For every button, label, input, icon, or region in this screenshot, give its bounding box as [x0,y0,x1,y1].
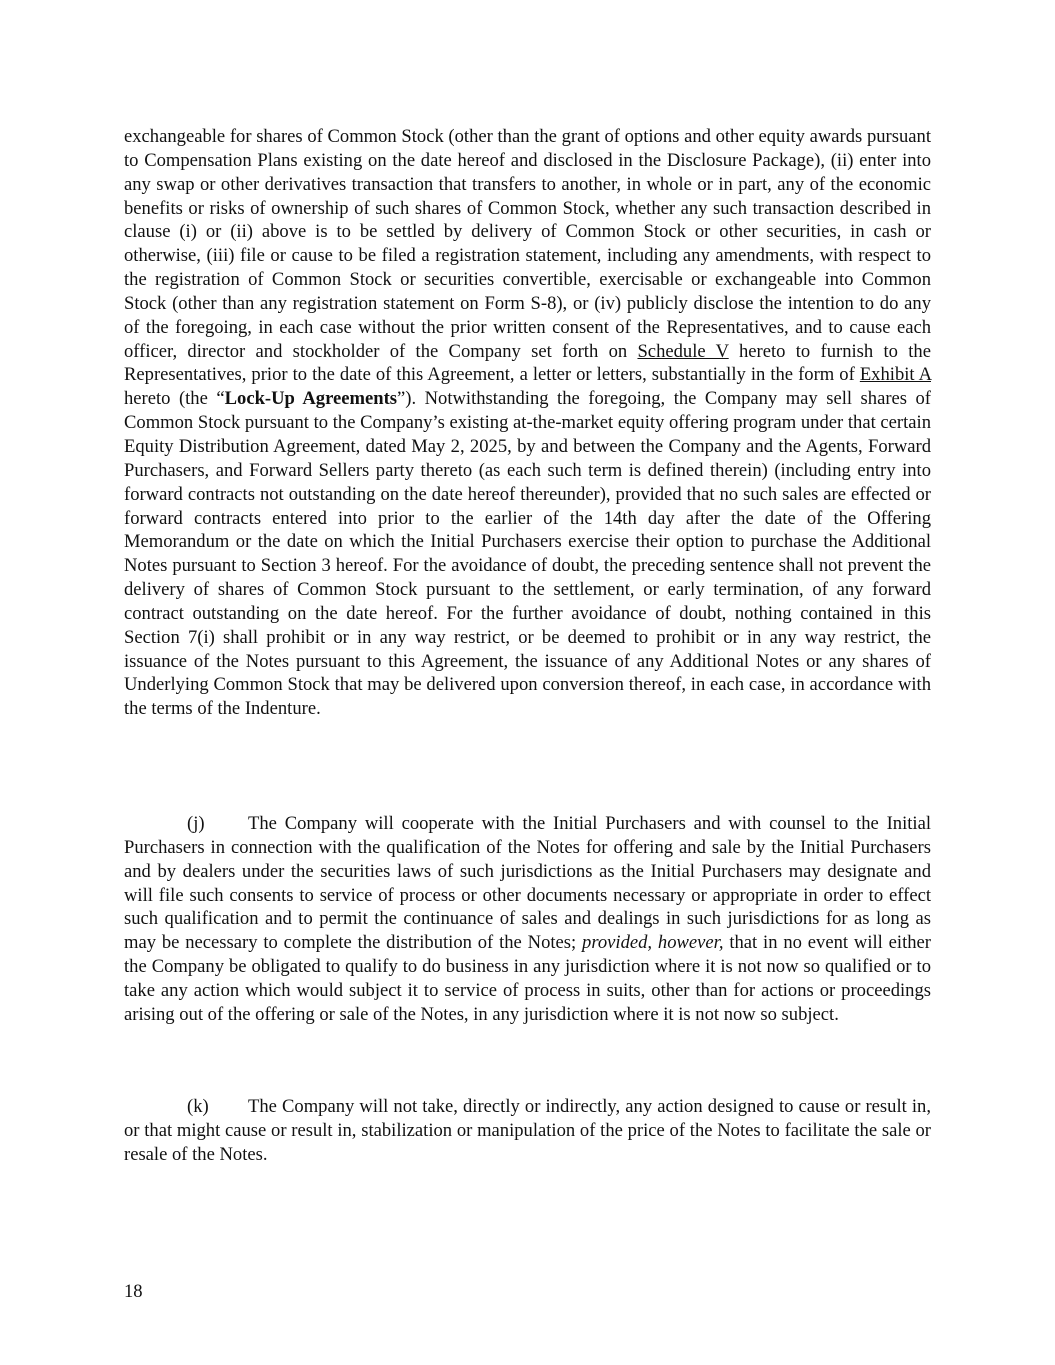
section-k-text: The Company will not take, directly or indirectly, any action designed to cause or result in, or that might cause or result in, stabilization or manipulation of the price of the Notes to facilitate the sale or resale of the Notes. [124,1096,931,1165]
section-i-text-part-4: ”). Notwithstanding the foregoing, the Company may sell shares of Common Stock pursuant to the Company’s existing at-the-market equity offering program under that certain Equity Distribution Agreement, dated May 2, 2025, by and between the Company and the Agents, Forward Purchasers, and Forward Sellers party thereto (as each such term is defined therein) (including entry into forward contracts not outstanding on the date hereof thereunder), provided that no such sales are effected or forward contracts entered into prior to the earlier of the 14th day after the date of the Offering Memorandum or the date on which the Initial Purchasers exercise their option to purchase the Additional Notes pursuant to Section 3 hereof. For the avoidance of doubt, the preceding sentence shall not prevent the delivery of shares of Common Stock pursuant to the settlement, or early termination, of any forward contract outstanding on the date hereof. For the further avoidance of doubt, nothing contained in this Section 7(i) shall prohibit or in any way restrict, or be deemed to prohibit or in any way restrict, the issuance of the Notes pursuant to this Agreement, the issuance of any Additional Notes or any shares of Underlying Common Stock that may be delivered upon conversion thereof, in each case, in accordance with the terms of the Indenture. [124,388,931,720]
section-j-text-part-2: that in no event will either the Company be obligated to qualify to do business in any jurisdiction where it is not now so qualified or to take any action which would subject it to service of process in suits, other than for actions or proceedings arising out of the offering or sale of the Notes, in any jurisdiction where it is not now so subject. [124,932,931,1025]
section-i-text-part-2: hereto to furnish to the Representatives, prior to the date of this Agreement, a letter or letters, substantially in the form of [124,340,931,386]
section-j-paragraph [124,812,931,1027]
section-k-label: (k) [187,1096,209,1117]
section-i-continuation-paragraph [124,125,931,721]
section-k-paragraph [124,1095,931,1167]
section-j-proviso: provided, however, [582,932,724,954]
lock-up-agreements-defined-term: Lock-Up Agreements [224,388,398,410]
section-i-text-part-3: hereto (the “ [124,388,225,410]
section-j-text-part-1: The Company will cooperate with the Initial Purchasers and with counsel to the Initial Purchasers in connection with the qualification of the Notes for offering and sale by the Initial Purchasers and by dealers under the securities laws of such jurisdictions as the Initial Purchasers may designate and will file such consents to service of process or other documents necessary or appropriate in order to effect such qualification and to permit the continuance of sales and dealings in such jurisdictions for as long as may be necessary to complete the distribution of the Notes; [124,813,931,954]
exhibit-a-reference: Exhibit A [859,364,931,386]
section-i-text-part-1: exchangeable for shares of Common Stock (other than the grant of options and other equity awards pursuant to Compensation Plans existing on the date hereof and disclosed in the Disclosure Package), (ii) enter into any swap or other derivatives transaction that transfers to another, in whole or in part, any of the economic benefits or risks of ownership of such shares of Common Stock, whether any such transaction described in clause (i) or (ii) above is to be settled by delivery of Common Stock or other securities, in cash or otherwise, (iii) file or cause to be filed a registration statement, including any amendments, with respect to the registration of Common Stock or securities convertible, exercisable or exchangeable into Common Stock (other than any registration statement on Form S-8), or (iv) publicly disclose the intention to do any of the foregoing, in each case without the prior written consent of the Representatives, and to cause each officer, director and stockholder of the Company set forth on [124,126,931,362]
page-number: 18 [124,1281,143,1302]
section-j-label: (j) [187,813,205,834]
schedule-v-reference: Schedule V [637,340,729,362]
